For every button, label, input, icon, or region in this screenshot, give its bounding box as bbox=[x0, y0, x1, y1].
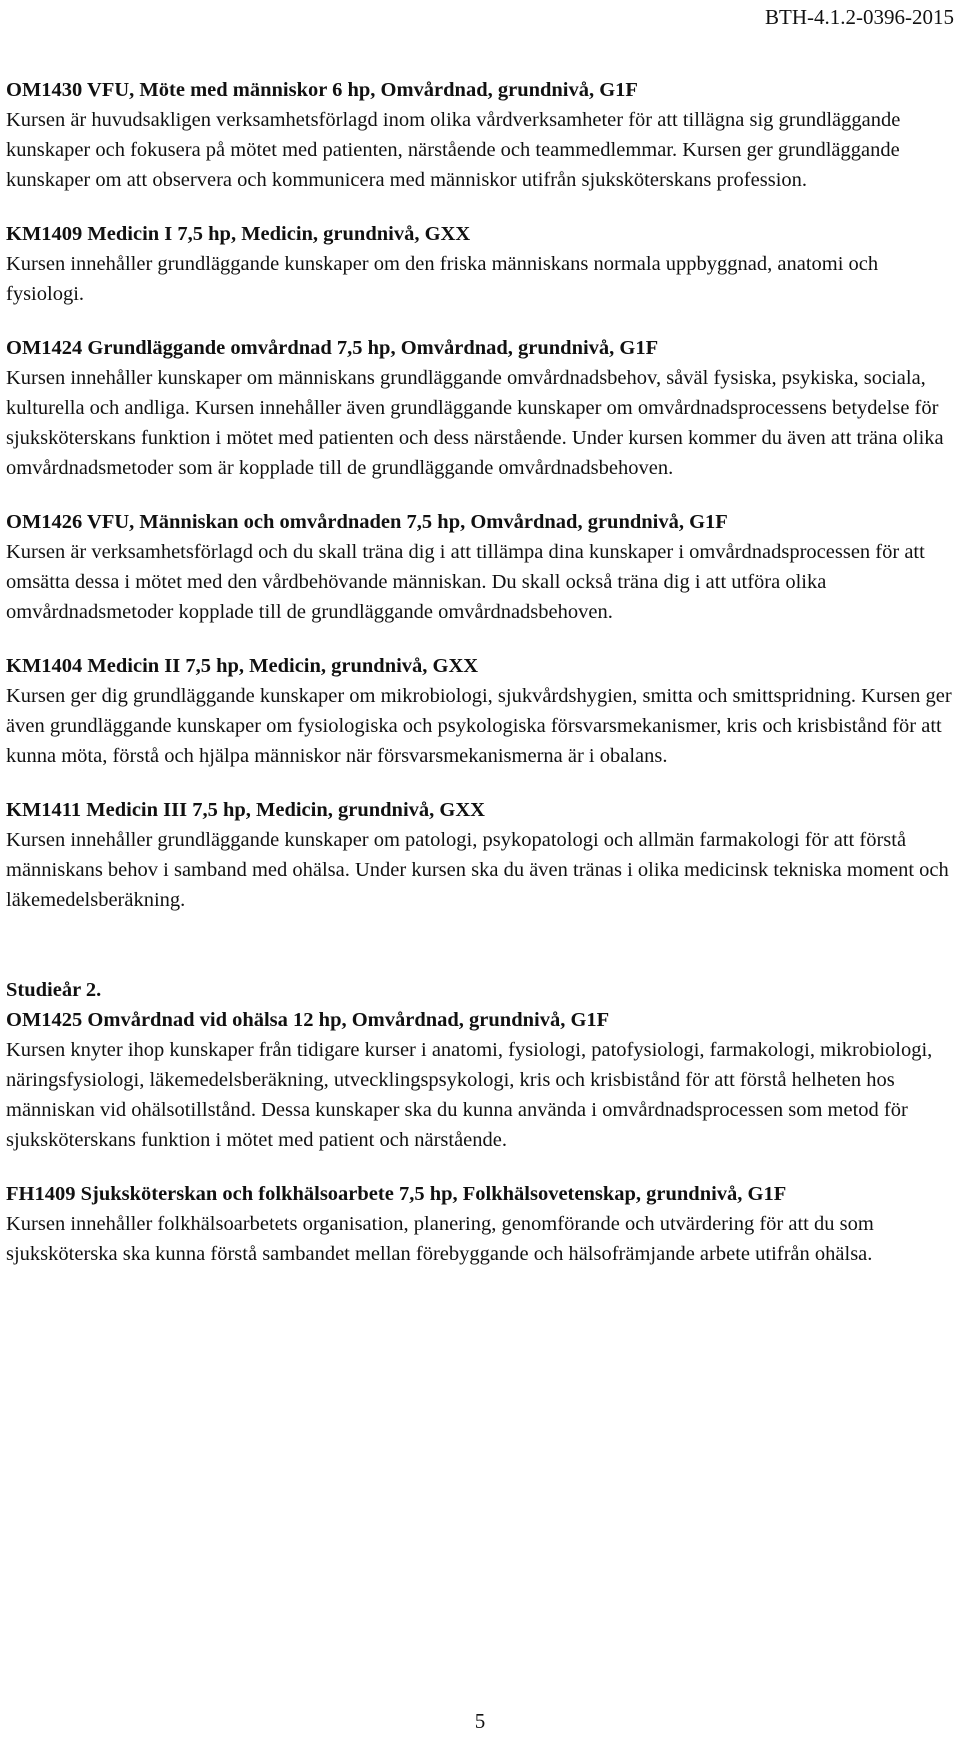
course-om1425 bbox=[6, 1005, 954, 1155]
course-km1409 bbox=[6, 219, 954, 309]
page-number: 5 bbox=[474, 1709, 486, 1733]
course-description: Kursen innehåller folkhälsoarbetets organisation, planering, genomförande och utvärdering för att du som sjuksköterska ska kunna förstå sambandet mellan förebyggande och hälsofrämjande arbete utifrån ohälsa. bbox=[6, 1213, 874, 1265]
course-description: Kursen innehåller grundläggande kunskaper om patologi, psykopatologi och allmän farmakologi för att förstå människans behov i samband med ohälsa. Under kursen ska du även tränas i olika medicinsk tekniska moment och läkemedelsberäkning. bbox=[6, 829, 949, 911]
course-om1426 bbox=[6, 507, 954, 627]
course-heading: FH1409 Sjuksköterskan och folkhälsoarbete 7,5 hp, Folkhälsovetenskap, grundnivå, G1F bbox=[6, 1183, 787, 1205]
course-km1411 bbox=[6, 795, 954, 915]
course-description: Kursen innehåller grundläggande kunskaper om den friska människans normala uppbyggnad, anatomi och fysiologi. bbox=[6, 253, 879, 305]
document-id: BTH-4.1.2-0396-2015 bbox=[765, 5, 954, 29]
course-heading: OM1430 VFU, Möte med människor 6 hp, Omvårdnad, grundnivå, G1F bbox=[6, 79, 638, 101]
course-heading: KM1404 Medicin II 7,5 hp, Medicin, grundnivå, GXX bbox=[6, 655, 479, 677]
course-om1430 bbox=[6, 75, 954, 195]
course-heading: OM1426 VFU, Människan och omvårdnaden 7,5 hp, Omvårdnad, grundnivå, G1F bbox=[6, 511, 728, 533]
course-km1404 bbox=[6, 651, 954, 771]
course-description: Kursen ger dig grundläggande kunskaper om mikrobiologi, sjukvårdshygien, smitta och smittspridning. Kursen ger även grundläggande kunskaper om fysiologiska och psykologiska försvarsmekanismer, kris och krisbistånd för att kunna möta, förstå och hjälpa människor när försvarsmekanismerna är i obalans. bbox=[6, 685, 952, 767]
course-heading: KM1411 Medicin III 7,5 hp, Medicin, grundnivå, GXX bbox=[6, 799, 485, 821]
course-om1424 bbox=[6, 333, 954, 483]
course-heading: OM1424 Grundläggande omvårdnad 7,5 hp, Omvårdnad, grundnivå, G1F bbox=[6, 337, 659, 359]
course-description: Kursen innehåller kunskaper om människans grundläggande omvårdnadsbehov, såväl fysiska, psykiska, sociala, kulturella och andliga. Kursen innehåller även grundläggande kunskaper om omvårdnadsprocessens betydelse för sjuksköterskans funktion i mötet med patienten och dess närstående. Under kursen kommer du även att träna olika omvårdnadsmetoder som är kopplade till de grundläggande omvårdnadsbehoven. bbox=[6, 367, 944, 479]
course-description: Kursen är verksamhetsförlagd och du skall träna dig i att tillämpa dina kunskaper i omvårdnadsprocessen för att omsätta dessa i mötet med den vårdbehövande människan. Du skall också träna dig i att utföra olika omvårdnadsmetoder kopplade till de grundläggande omvårdnadsbehoven. bbox=[6, 541, 925, 623]
course-fh1409 bbox=[6, 1179, 954, 1269]
course-heading: OM1425 Omvårdnad vid ohälsa 12 hp, Omvårdnad, grundnivå, G1F bbox=[6, 1009, 610, 1031]
section-spacer bbox=[6, 939, 954, 975]
course-description: Kursen är huvudsakligen verksamhetsförlagd inom olika vårdverksamheter för att tillägna sig grundläggande kunskaper och fokusera på mötet med patienten, närstående och teammedlemmar. Kursen ger grundläggande kunskaper om att observera och kommunicera med människor utifrån sjuksköterskans profession. bbox=[6, 109, 901, 191]
study-year-heading: Studieår 2. bbox=[6, 979, 102, 1001]
course-description: Kursen knyter ihop kunskaper från tidigare kurser i anatomi, fysiologi, patofysiologi, farmakologi, mikrobiologi, näringsfysiologi, läkemedelsberäkning, utvecklingspsykologi, kris och krisbistånd för att förstå helheten hos människan vid ohälsotillstånd. Dessa kunskaper ska du kunna använda i omvårdnadsprocessen som metod för sjuksköterskans funktion i mötet med patient och närstående. bbox=[6, 1039, 933, 1151]
document-body bbox=[6, 75, 954, 1293]
course-heading: KM1409 Medicin I 7,5 hp, Medicin, grundnivå, GXX bbox=[6, 223, 471, 245]
